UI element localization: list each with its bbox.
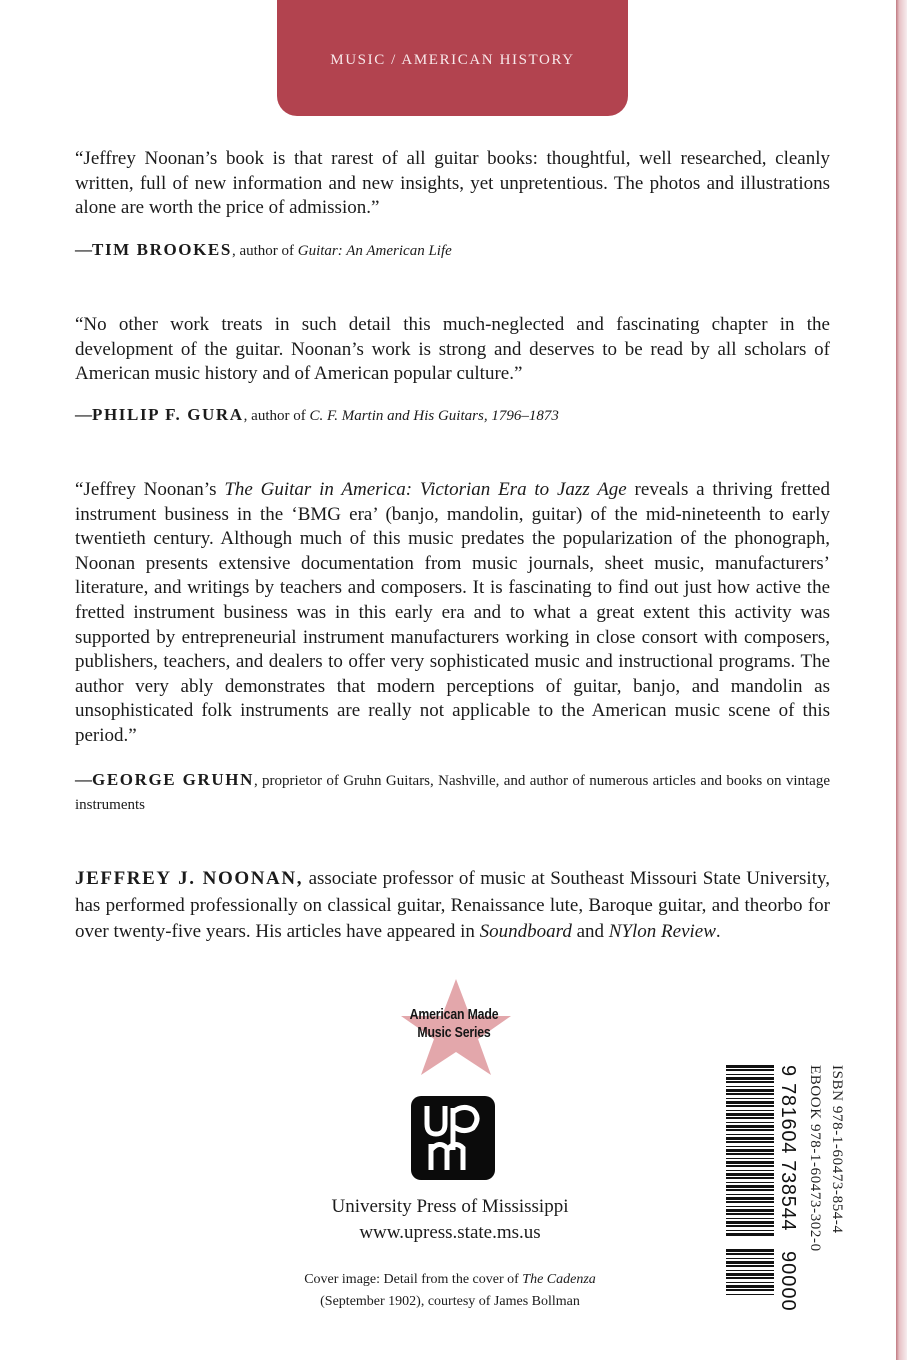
review-quote-2: “No other work treats in such detail this much-neglected and fascinating chapter in the development of the guitar. Noonan’s work is strong and deserves to be read by all scholars of American music history and of American popular culture.” bbox=[75, 314, 830, 385]
reviewer-name: TIM BROOKES bbox=[92, 240, 232, 259]
barcode-addon-digits: 90000 bbox=[777, 1251, 799, 1312]
series-logo-text: American Made Music Series bbox=[409, 1006, 499, 1041]
review-attribution-1: —TIM BROOKES, author of Guitar: An American Life bbox=[75, 240, 452, 259]
reviewer-work: C. F. Martin and His Guitars, 1796–1873 bbox=[309, 408, 559, 424]
reviewer-name: PHILIP F. GURA bbox=[92, 405, 244, 424]
spine-edge bbox=[896, 0, 907, 1360]
barcode-digits: 9 781604 738544 bbox=[777, 1065, 799, 1232]
author-bio: JEFFREY J. NOONAN, associate professor of music at Southeast Missouri State University, has performed professionally on classical guitar, Renaissance lute, Baroque guitar, and theorbo for over twenty-five years. His articles have appeared in Soundboard and NYlon Review. bbox=[75, 868, 831, 943]
author-name: JEFFREY J. NOONAN, bbox=[75, 868, 304, 889]
isbn-number: ISBN 978-1-60473-854-4 bbox=[829, 1065, 845, 1234]
credit-title: The Cadenza bbox=[522, 1272, 596, 1287]
review-attribution-3: —GEORGE GRUHN, proprietor of Gruhn Guitars, Nashville, and author of numerous articles and books on vintage instruments bbox=[75, 770, 831, 813]
review-attribution-2: —PHILIP F. GURA, author of C. F. Martin and His Guitars, 1796–1873 bbox=[75, 405, 559, 424]
publisher-url[interactable]: www.upress.state.ms.us bbox=[359, 1222, 541, 1243]
publisher-name: University Press of Mississippi bbox=[331, 1196, 569, 1217]
reviewer-work: Guitar: An American Life bbox=[297, 243, 452, 259]
reviewer-name: GEORGE GRUHN bbox=[92, 770, 254, 789]
review-quote-3: “Jeffrey Noonan’s The Guitar in America: Victorian Era to Jazz Age reveals a thriving fretted instrument business in the ‘BMG era’ (banjo, mandolin, guitar) of the mid-nineteenth to early twentieth century. Although much of this music predates the popularization of the phonograph, Noonan presents extensive documentation from music journals, sheet music, manufacturers’ literature, and writings by teachers and composers. It is fascinating to find out just how active the fretted instrument business was in this early era and to what a great extent this activity was supported by entrepreneurial instrument manufacturers working in close consort with composers, publishers, teachers, and dealers to offer very sophisticated music and instructional programs. The author very ably demonstrates that modern perceptions of guitar, banjo, and mandolin as unsophisticated folk instruments are really not applicable to the American music scene of this period.” bbox=[75, 479, 830, 746]
barcode-addon-icon bbox=[726, 1249, 774, 1297]
review-quote-1: “Jeffrey Noonan’s book is that rarest of all guitar books: thoughtful, well researched, cleanly written, full of new information and new insights, yet unpretentious. The photos and illustrations alone are worth the price of admission.” bbox=[75, 148, 830, 219]
ebook-isbn-number: EBOOK 978-1-60473-302-0 bbox=[807, 1065, 823, 1252]
category-tab bbox=[277, 0, 628, 116]
cover-credit: Cover image: Detail from the cover of The Cadenza (September 1902), courtesy of James Bollman bbox=[304, 1272, 596, 1309]
upm-logo-icon bbox=[411, 1096, 495, 1180]
journal-title: Soundboard bbox=[479, 921, 572, 943]
category-label: MUSIC / AMERICAN HISTORY bbox=[330, 52, 575, 68]
journal-title: NYlon Review bbox=[608, 921, 716, 943]
barcode-icon bbox=[726, 1065, 774, 1237]
book-title: The Guitar in America: Victorian Era to Jazz Age bbox=[224, 479, 627, 500]
barcode bbox=[724, 1065, 849, 1325]
